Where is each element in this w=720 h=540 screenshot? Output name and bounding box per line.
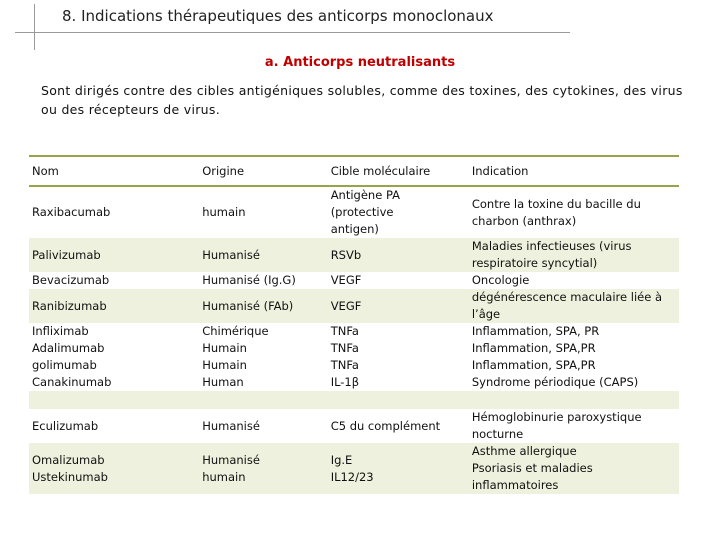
cell-line: humain [202, 205, 246, 219]
table-row [29, 238, 679, 272]
cell-line: Ranibizumab [32, 298, 107, 313]
cell-line: Eculizumab [32, 418, 99, 433]
cell-line: antigen) [330, 222, 379, 236]
indication-cell [469, 238, 679, 272]
cell-line: Hémoglobinurie paroxystique [471, 410, 642, 424]
target-cell [328, 409, 469, 443]
table-row [29, 289, 679, 323]
indication-cell [469, 323, 679, 391]
column-header: Nom [29, 156, 199, 186]
cell-line: Humain [202, 341, 247, 355]
target-cell [328, 289, 469, 323]
cell-line: Ustekinumab [32, 469, 108, 484]
table-header-row [29, 156, 679, 186]
table-row [29, 409, 679, 443]
table-row [29, 272, 679, 289]
name-cell [29, 391, 199, 409]
target-cell [328, 443, 469, 494]
cell-line: Antigène PA (protective [330, 188, 401, 219]
cell-line: C5 du complément [330, 418, 441, 433]
origin-cell [199, 409, 327, 443]
cell-line: Raxibacumab [32, 205, 111, 219]
cell-line: Omalizumab [32, 452, 105, 467]
indication-cell [469, 443, 679, 494]
cell-line: Palivizumab [32, 247, 101, 262]
cell-line: TNFa [330, 324, 359, 338]
name-cell [29, 409, 199, 443]
cell-line: nocturne [471, 427, 524, 441]
cell-line: VEGF [330, 298, 362, 313]
cell-line: Humanisé [202, 452, 260, 467]
cell-line: Syndrome périodique (CAPS) [471, 375, 639, 389]
cell-line: Oncologie [471, 273, 530, 287]
intro-paragraph: Sont dirigés contre des cibles antigéniques solubles, comme des toxines, des cytokines, des virus ou des récepteurs de virus. [41, 83, 683, 117]
table-row [29, 391, 679, 409]
antibody-table [29, 155, 679, 494]
cell-line: Canakinumab [32, 375, 112, 389]
cell-line: Asthme allergique [471, 444, 577, 458]
target-cell [328, 323, 469, 391]
cell-line: Inflammation, SPA, PR [471, 324, 600, 338]
origin-cell [199, 186, 327, 238]
cell-line: Adalimumab [32, 341, 105, 355]
table-row [29, 323, 679, 391]
indication-cell [469, 391, 679, 409]
target-cell [328, 238, 469, 272]
column-header: Indication [469, 156, 679, 186]
cell-line: Humanisé [202, 418, 260, 433]
name-cell [29, 186, 199, 238]
name-cell [29, 323, 199, 391]
cell-line: charbon (anthrax) [471, 213, 577, 228]
cell-line: Contre la toxine du bacille du [471, 196, 641, 211]
indication-cell [469, 289, 679, 323]
cell-line: RSVb [330, 247, 362, 262]
cell-line: Inflammation, SPA,PR [471, 358, 596, 372]
cell-line: Humanisé (Ig.G) [202, 273, 296, 287]
cell-line: Humain [202, 358, 247, 372]
target-cell [328, 391, 469, 409]
origin-cell [199, 272, 327, 289]
column-header: Origine [199, 156, 327, 186]
cell-line: Psoriasis et maladies inflammatoires [471, 461, 593, 492]
origin-cell [199, 289, 327, 323]
cell-line: Ig.E [330, 452, 353, 467]
section-subtitle: a. Anticorps neutralisants [264, 55, 456, 70]
column-header: Cible moléculaire [328, 156, 469, 186]
cell-line: golimumab [32, 358, 97, 372]
title-left-rule [34, 4, 35, 50]
cell-line: Infliximab [32, 324, 89, 338]
cell-line: TNFa [330, 341, 359, 355]
title-underline [15, 32, 570, 33]
table-row [29, 186, 679, 238]
name-cell [29, 238, 199, 272]
page-title: 8. Indications thérapeutiques des anticorps monoclonaux [62, 7, 494, 25]
cell-line: Human [202, 375, 244, 389]
cell-line: l’âge [471, 307, 501, 321]
table-row [29, 443, 679, 494]
target-cell [328, 186, 469, 238]
origin-cell [199, 323, 327, 391]
target-cell [328, 272, 469, 289]
name-cell [29, 289, 199, 323]
indication-cell [469, 186, 679, 238]
cell-line: Humanisé (FAb) [202, 298, 294, 313]
name-cell [29, 443, 199, 494]
origin-cell [199, 391, 327, 409]
cell-line: Chimérique [202, 324, 269, 338]
cell-line: Inflammation, SPA,PR [471, 341, 596, 355]
origin-cell [199, 238, 327, 272]
cell-line: Humanisé [202, 247, 260, 262]
cell-line: TNFa [330, 358, 359, 372]
name-cell [29, 272, 199, 289]
cell-line: IL-1β [330, 375, 360, 389]
cell-line: dégénérescence maculaire liée à [471, 290, 663, 304]
cell-line: IL12/23 [330, 469, 374, 484]
cell-line: VEGF [330, 273, 362, 287]
origin-cell [199, 443, 327, 494]
indication-cell [469, 272, 679, 289]
indication-cell [469, 409, 679, 443]
cell-line: respiratoire syncytial) [471, 256, 598, 270]
cell-line: Bevacizumab [32, 273, 110, 287]
cell-line: humain [202, 469, 246, 484]
cell-line: Maladies infectieuses (virus [471, 239, 632, 253]
